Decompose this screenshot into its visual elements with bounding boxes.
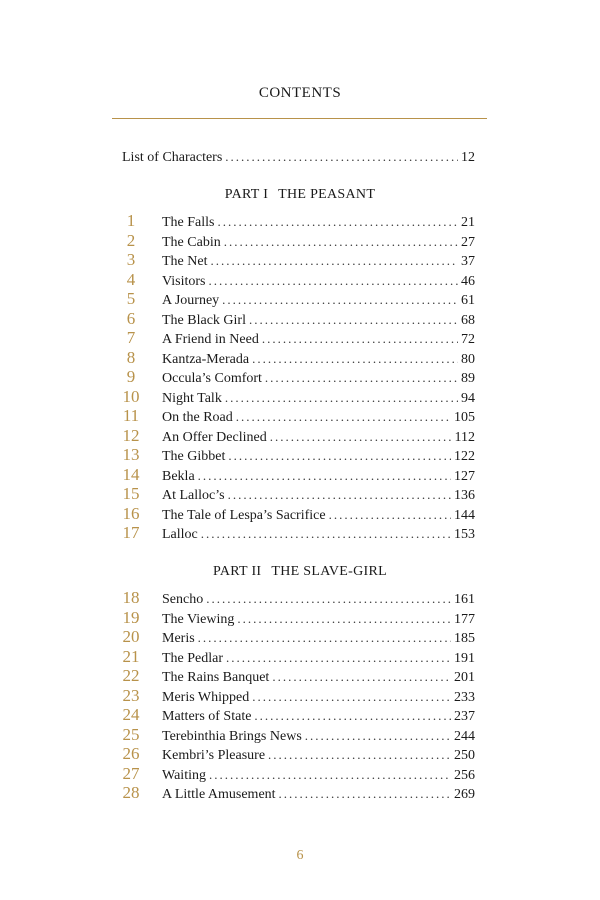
dot-leader: [270, 427, 452, 446]
dot-leader: [226, 648, 451, 667]
chapter-number: 17: [122, 523, 140, 542]
dot-leader: [209, 765, 451, 784]
dot-leader: [237, 609, 451, 628]
chapter-number: 5: [126, 289, 136, 308]
entry-title: Sencho: [162, 592, 204, 607]
chapter-entry: [162, 667, 475, 686]
chapter-number: 18: [122, 588, 140, 607]
dot-leader: [209, 271, 459, 290]
entry-page: 153: [454, 527, 475, 542]
chapter-entry: [162, 290, 475, 309]
entry-title: Lalloc: [162, 527, 198, 542]
chapter-number: 7: [126, 328, 136, 347]
chapter-entry: [162, 784, 475, 803]
entry-page: 105: [454, 410, 475, 425]
chapter-entry: [162, 407, 475, 426]
entry-title: List of Characters: [122, 150, 223, 165]
entry-title: Night Talk: [162, 390, 222, 406]
chapter-number: 13: [122, 445, 140, 464]
entry-title: The Viewing: [162, 611, 235, 627]
entry-title: Kantza-Merada: [162, 351, 250, 367]
entry-title: Meris Whipped: [162, 689, 250, 705]
entry-title: An Offer Declined: [162, 429, 267, 445]
entry-title: Terebinthia Brings News: [162, 728, 302, 744]
entry-title: The Pedlar: [162, 650, 224, 666]
chapter-number: 4: [126, 269, 136, 289]
dot-leader: [329, 505, 451, 524]
part-heading: [0, 564, 600, 580]
dot-leader: [225, 147, 458, 166]
chapter-number: 11: [122, 406, 140, 425]
entry-title: Kembri’s Pleasure: [162, 748, 266, 763]
entry-title: Visitors: [162, 273, 206, 289]
chapter-entry: [162, 745, 475, 764]
chapter-number: 24: [122, 705, 140, 724]
chapter-number: 28: [122, 783, 140, 802]
chapter-entry: [162, 251, 475, 270]
entry-page: 144: [454, 507, 475, 523]
chapter-entry: [162, 706, 475, 725]
chapter-entry: [162, 485, 475, 504]
chapter-number: 10: [122, 386, 140, 406]
chapter-number: 9: [126, 367, 136, 386]
entry-page: 237: [454, 709, 475, 724]
dot-leader: [305, 726, 451, 745]
entry-page: 233: [454, 689, 475, 705]
entry-title: Occula’s Comfort: [162, 371, 262, 386]
part-name: THE SLAVE-GIRL: [271, 564, 387, 579]
entry-title: Waiting: [162, 767, 206, 783]
part-heading: [0, 187, 600, 203]
chapter-number: 2: [126, 230, 136, 250]
chapter-entry: [162, 388, 475, 407]
dot-leader: [228, 485, 451, 504]
entry-page: 136: [454, 488, 475, 503]
entry-title: A Journey: [162, 293, 220, 308]
entry-page: 72: [461, 332, 475, 347]
chapter-number: 20: [122, 627, 140, 646]
dot-leader: [198, 628, 451, 647]
entry-page: 27: [461, 234, 475, 250]
entry-title: Meris: [162, 631, 195, 646]
chapter-entry: [162, 368, 475, 387]
part-label: PART I: [224, 187, 269, 202]
chapter-entry: [162, 648, 475, 667]
entry-page: 80: [461, 351, 475, 367]
entry-title: Bekla: [162, 468, 195, 484]
entry-page: 269: [454, 787, 475, 802]
entry-page: 112: [454, 429, 475, 445]
chapter-entry: [162, 628, 475, 647]
dot-leader: [252, 687, 451, 706]
dot-leader: [218, 212, 459, 231]
dot-leader: [201, 524, 451, 543]
chapter-entry: [162, 271, 475, 290]
dot-leader: [254, 706, 451, 725]
chapter-entry: [162, 505, 475, 524]
dot-leader: [249, 310, 458, 329]
entry-title: A Friend in Need: [162, 332, 259, 347]
entry-page: 68: [461, 312, 475, 328]
entry-title: The Gibbet: [162, 449, 226, 464]
dot-leader: [224, 232, 458, 251]
dot-leader: [279, 784, 451, 803]
chapter-number: 27: [122, 763, 140, 783]
chapter-number: 21: [122, 646, 140, 666]
front-matter-entry: [122, 147, 475, 166]
chapter-number: 12: [122, 425, 140, 445]
entry-page: 89: [461, 371, 475, 386]
chapter-number: 1: [126, 211, 136, 230]
entry-title: At Lalloc’s: [162, 488, 225, 503]
entry-page: 37: [461, 254, 475, 269]
dot-leader: [206, 589, 451, 608]
chapter-entry: [162, 212, 475, 231]
chapter-number: 3: [126, 250, 136, 269]
entry-page: 122: [454, 449, 475, 464]
heading-rule: [112, 118, 487, 119]
entry-title: A Little Amusement: [162, 787, 276, 802]
chapter-entry: [162, 446, 475, 465]
entry-page: 94: [461, 390, 475, 406]
dot-leader: [228, 446, 451, 465]
entry-title: The Cabin: [162, 234, 221, 250]
part-label: PART II: [213, 564, 262, 579]
chapter-entry: [162, 466, 475, 485]
dot-leader: [262, 329, 458, 348]
chapter-entry: [162, 524, 475, 543]
contents-heading: CONTENTS: [258, 85, 342, 101]
dot-leader: [210, 251, 458, 270]
chapter-number: 22: [122, 666, 140, 685]
entry-title: Matters of State: [162, 709, 252, 724]
chapter-number: 25: [122, 724, 140, 744]
entry-title: The Rains Banquet: [162, 670, 270, 685]
dot-leader: [265, 368, 458, 387]
dot-leader: [272, 667, 451, 686]
entry-page: 12: [461, 150, 475, 165]
entry-page: 244: [454, 728, 475, 744]
chapter-number: 14: [122, 464, 140, 484]
chapter-entry: [162, 589, 475, 608]
entry-title: The Falls: [162, 215, 215, 230]
entry-page: 61: [461, 293, 475, 308]
entry-title: The Tale of Lespa’s Sacrifice: [162, 507, 326, 523]
entry-page: 201: [454, 670, 475, 685]
dot-leader: [252, 349, 458, 368]
chapter-number: 26: [122, 744, 140, 763]
dot-leader: [268, 745, 451, 764]
chapter-number: 23: [122, 685, 140, 705]
chapter-entry: [162, 609, 475, 628]
dot-leader: [222, 290, 458, 309]
page-number: 6: [296, 848, 304, 863]
entry-page: 256: [454, 767, 475, 783]
entry-page: 21: [461, 215, 475, 230]
entry-page: 185: [454, 631, 475, 646]
chapter-entry: [162, 310, 475, 329]
chapter-entry: [162, 687, 475, 706]
chapter-entry: [162, 726, 475, 745]
dot-leader: [236, 407, 451, 426]
entry-title: On the Road: [162, 410, 233, 425]
chapter-number: 15: [122, 484, 140, 503]
entry-page: 177: [454, 611, 475, 627]
chapter-entry: [162, 232, 475, 251]
entry-title: The Black Girl: [162, 312, 246, 328]
dot-leader: [225, 388, 458, 407]
part-name: THE PEASANT: [278, 187, 376, 202]
chapter-number: 8: [126, 347, 136, 367]
entry-page: 161: [454, 592, 475, 607]
chapter-number: 6: [126, 308, 136, 328]
chapter-number: 16: [122, 503, 140, 523]
chapter-entry: [162, 349, 475, 368]
entry-page: 191: [454, 650, 475, 666]
entry-page: 46: [461, 273, 475, 289]
chapter-entry: [162, 765, 475, 784]
entry-page: 127: [454, 468, 475, 484]
chapter-entry: [162, 427, 475, 446]
dot-leader: [198, 466, 451, 485]
chapter-number: 19: [122, 607, 140, 627]
chapter-entry: [162, 329, 475, 348]
entry-page: 250: [454, 748, 475, 763]
entry-title: The Net: [162, 254, 208, 269]
